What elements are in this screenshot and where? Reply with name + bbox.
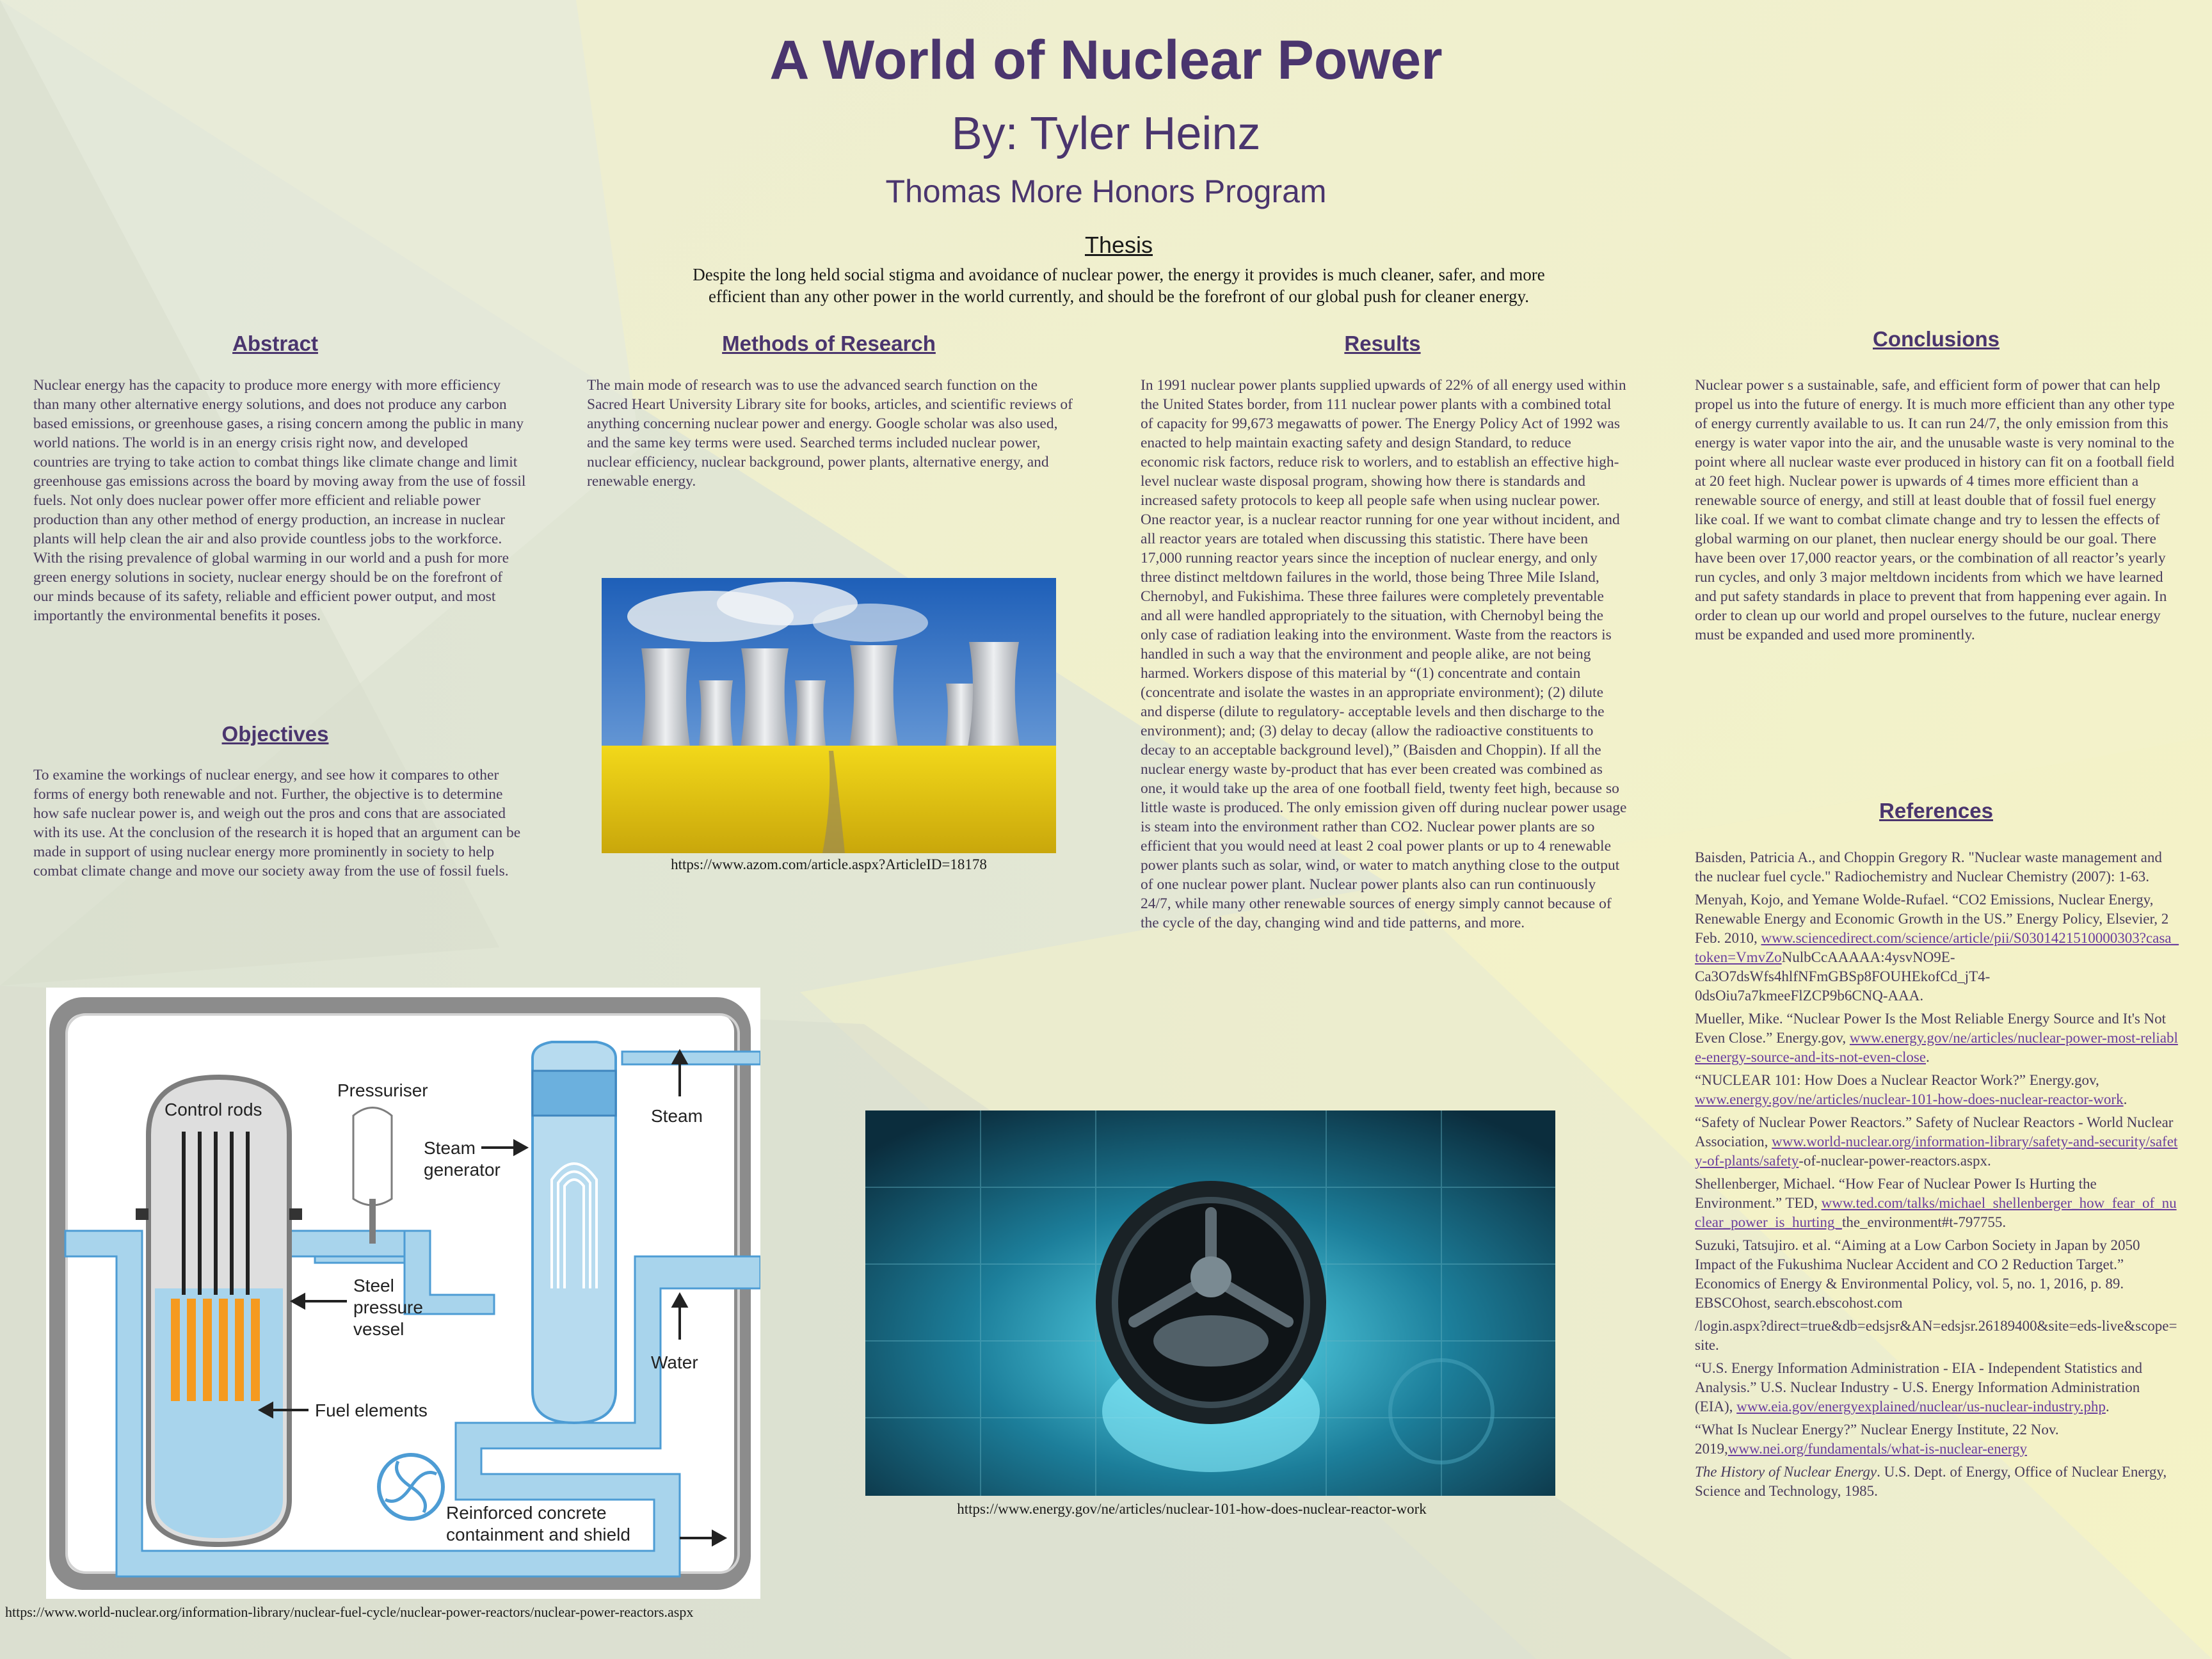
label-pressuriser: Pressuriser <box>337 1080 428 1100</box>
reference-item: Shellenberger, Michael. “How Fear of Nuclear Power Is Hurting the Environment.” TED, www.ted.com/talks/michael_shellenberger_how_fear_of_nuclear_power_is_hurting_the_environment#t-797755. <box>1695 1176 2177 1230</box>
diagram-caption: https://www.world-nuclear.org/information-library/nuclear-fuel-cycle/nuclear-power-reactors/nuclear-power-reactors.aspx <box>5 1604 694 1620</box>
label-steam-generator-2: generator <box>424 1160 501 1180</box>
reference-item: The History of Nuclear Energy. U.S. Dept. of Energy, Office of Nuclear Energy, Science and Technology, 1985. <box>1695 1464 2167 1499</box>
label-water: Water <box>651 1352 698 1372</box>
reactor-core-photo <box>865 1110 1555 1496</box>
reference-link[interactable]: www.ted.com/talks/michael_shellenberger_how_fear_of_nuclear_power_is_hurting_ <box>1695 1195 2177 1230</box>
poster-program: Thomas More Honors Program <box>885 173 1327 209</box>
thesis-heading: Thesis <box>1084 232 1153 258</box>
label-steel-2: pressure <box>353 1297 423 1317</box>
results-text: In 1991 nuclear power plants supplied upwards of 22% of all energy used within the United States border, from 111 nuclear power plants with a combined total of capacity for 99,673 megawatts of power. The Energy Policy Act of 1992 was enacted to help maintain exacting safety and design Standard, to reduce economic risk factors, reduce risk to worlers, and to establish an effective high-level nuclear waste disposal program, showing how there is standards and increased safety protocols to keep all people safe when using nuclear power. One reactor year, is a nuclear reactor running for one year without incident, and all reactor years are totaled when discussing this statistic. There have been 17,000 running reactor years since the inception of nuclear energy, and only three distinct meltdown failures in the world, those being Three Mile Island, Chernobyl, and Fukishima. These three failures were completely preventable and all were handled appropriately to the situation, with Chernobyl being the only case of radiation leaking into the environment. Waste from the reactors is handled in such a way that the environment and people alike, are not being harmed. Workers dispose of this material by “(1) concentrate and contain (concentrate and isolate the wastes in an appropriate environment); (2) dilute and disperse (dilute to regulatory- acceptable levels and then discharge to the environment); and; (3) delay to decay (allow the radioactive constituents to decay to an acceptable background level),” (Baisden and Choppin). If all the nuclear energy waste by-product that has ever been created was combined as one, it would take up the area of one football field, twenty feet high, because so little waste is produced. The only emission given off during nuclear power usage is steam into the environment rather than CO2. Nuclear power plants are so efficient that you would need at least 2 coal power plants or up to 4 renewable power plants such as solar, wind, or water to match anything close to the output of one nuclear power plant. Nuclear power plants also can run continuously 24/7, while many other renewable sources of energy simply cannot because of the cycle of the day, changing wind and tide patterns, and more. <box>1141 377 1627 931</box>
reference-link[interactable]: www.sciencedirect.com/science/article/pii/S0301421510000303?casa_token=VmvZo <box>1695 930 2179 965</box>
label-steel-1: Steel <box>353 1276 394 1295</box>
label-control-rods: Control rods <box>164 1100 262 1119</box>
label-steam: Steam <box>651 1106 703 1126</box>
objectives-heading: Objectives <box>221 722 329 746</box>
towers-image-caption: https://www.azom.com/article.aspx?ArticleID=18178 <box>671 856 987 872</box>
abstract-heading: Abstract <box>232 332 318 355</box>
references-heading: References <box>1879 799 1993 822</box>
thesis-text: Despite the long held social stigma and avoidance of nuclear power, the energy it provides is much cleaner, safer, and more efficient than any other power in the world currently, and should be the forefront of our global push for cleaner energy. <box>693 265 1545 306</box>
reference-item: Baisden, Patricia A., and Choppin Gregory R. "Nuclear waste management and the nuclear fuel cycle." Radiochemistry and Nuclear Chemistry (2007): 1-63. <box>1695 849 2162 885</box>
poster-title: A World of Nuclear Power <box>769 29 1443 91</box>
label-fuel-elements: Fuel elements <box>315 1400 428 1420</box>
reference-item: /login.aspx?direct=true&db=edsjsr&AN=edsjsr.26189400&site=eds-live&scope=site. <box>1695 1318 2177 1353</box>
reference-item: Mueller, Mike. “Nuclear Power Is the Most Reliable Energy Source and It's Not Even Close.” Energy.gov, www.energy.gov/ne/articles/nuclear-power-most-reliable-energy-source-and-its-not-even-close. <box>1695 1011 2178 1065</box>
reference-item: Menyah, Kojo, and Yemane Wolde-Rufael. “CO2 Emissions, Nuclear Energy, Renewable Energy and Economic Growth in the US.” Energy Policy, Elsevier, 2 Feb. 2010, www.sciencedirect.com/science/article/pii/S0301421510000303?casa_token=VmvZoNulbCcAAAAA:4ysvNO9E-Ca3O7dsWfs4hlfNFmGBSp8FOUHEkofCd_jT4-0dsOiu7a7kmeeFlZCP9b6CNQ-AAA. <box>1695 892 2179 1004</box>
methods-text: The main mode of research was to use the advanced search function on the Sacred Heart University Library site for books, articles, and scientific reviews of anything concerning nuclear power and energy. Google scholar was also used, and the same key terms were used. Searched terms included nuclear power, nuclear efficiency, nuclear background, power plants, alternative energy, and renewable energy. <box>587 377 1073 490</box>
objectives-text: To examine the workings of nuclear energy, and see how it compares to other forms of energy both renewable and not. Further, the objective is to determine how safe nuclear power is, and weigh out the pros and cons that are associated with its use. At the conclusion of the research it is hoped that an argument can be made in support of using nuclear energy more prominently in society to help combat climate change and move our society away from the use of fossil fuels. <box>33 767 521 879</box>
label-concrete-2: containment and shield <box>446 1525 630 1544</box>
reference-link[interactable]: www.world-nuclear.org/information-library/safety-and-security/safety-of-plants/safety <box>1695 1134 2178 1169</box>
reference-item: “U.S. Energy Information Administration - EIA - Independent Statistics and Analysis.” U.S. Nuclear Industry - U.S. Energy Information Administration (EIA), www.eia.gov/energyexplained/nuclear/us-nuclear-industry.php. <box>1695 1360 2143 1415</box>
reference-link[interactable]: www.energy.gov/ne/articles/nuclear-101-how-does-nuclear-reactor-work <box>1695 1091 2124 1107</box>
conclusions-text: Nuclear power s a sustainable, safe, and efficient form of power that can help propel us into the future of energy. It is much more efficient than any other type of energy currently available to us. It can run 24/7, the only emission from this energy is water vapor into the air, and the unusable waste is very nominal to the point where all nuclear waste ever produced in history can fit on a football field at 20 feet high. Nuclear power is upwards of 4 times more efficient than a renewable source of energy, and still at least double that of fossil fuel energy like coal. If we want to combat climate change and try to lessen the effects of global warming on our planet, then nuclear energy should be our goal. There have been over 17,000 reactor years, or the combination of all reactor’s yearly run cycles, and only 3 major meltdown incidents from which we have learned and put safety standards in place to prevent that from happening ever again. In order to clean up our world and propel ourselves to the future, nuclear energy must be expanded and used more prominently. <box>1695 377 2175 643</box>
label-concrete-1: Reinforced concrete <box>446 1503 607 1523</box>
abstract-text: Nuclear energy has the capacity to produce more energy with more efficiency than many other alternative energy solutions, and does not produce any carbon based emissions, or greenhouse gases, a rising concern among the public in many world nations. The world is in an energy crisis right now, and developed countries are trying to take action to combat things like climate change and limit greenhouse gas emissions across the board by moving away from the use of fossil fuels. Not only does nuclear power offer more efficient and reliable power production than any other method of energy production, an increase in nuclear plants will help clean the air and also provide countless jobs to the workforce. With the rising prevalence of global warming in our world and a push for more green energy solutions in society, nuclear energy should be on the forefront of our minds because of its safety, reliable and efficient power output, and most importantly the environmental benefits it poses. <box>33 377 526 624</box>
reference-link[interactable]: www.nei.org/fundamentals/what-is-nuclear-energy <box>1727 1441 2028 1457</box>
label-steel-3: vessel <box>353 1319 405 1339</box>
references-list <box>1695 848 2180 1505</box>
conclusions-heading: Conclusions <box>1872 327 2000 351</box>
methods-heading: Methods of Research <box>722 332 936 355</box>
label-steam-generator-1: Steam <box>424 1138 476 1158</box>
pwr-reactor-diagram <box>46 988 760 1599</box>
reference-item: Suzuki, Tatsujiro. et al. “Aiming at a Low Carbon Society in Japan by 2050 Impact of the Fukushima Nuclear Accident and CO 2 Reduction Target.” Economics of Energy & Environmental Policy, vol. 5, no. 1, 2016, p. 89. EBSCOhost, search.ebscohost.com <box>1695 1237 2140 1311</box>
reference-item: “What Is Nuclear Energy?” Nuclear Energy Institute, 22 Nov. 2019,www.nei.org/fundamentals/what-is-nuclear-energy <box>1695 1422 2059 1457</box>
results-heading: Results <box>1344 332 1421 355</box>
reference-link[interactable]: www.eia.gov/energyexplained/nuclear/us-nuclear-industry.php <box>1736 1399 2106 1415</box>
reference-item: “NUCLEAR 101: How Does a Nuclear Reactor Work?” Energy.gov, www.energy.gov/ne/articles/nuclear-101-how-does-nuclear-reactor-work. <box>1695 1072 2128 1107</box>
cooling-towers-image <box>602 578 1056 853</box>
poster-author: By: Tyler Heinz <box>951 108 1261 159</box>
reference-link[interactable]: www.energy.gov/ne/articles/nuclear-power-most-reliable-energy-source-and-its-not-even-close <box>1695 1030 2178 1065</box>
reference-item: “Safety of Nuclear Power Reactors.” Safety of Nuclear Reactors - World Nuclear Association, www.world-nuclear.org/information-library/safety-and-security/safety-of-plants/safety-of-nuclear-power-reactors.aspx. <box>1695 1114 2178 1169</box>
reactor-photo-caption: https://www.energy.gov/ne/articles/nuclear-101-how-does-nuclear-reactor-work <box>957 1501 1427 1517</box>
